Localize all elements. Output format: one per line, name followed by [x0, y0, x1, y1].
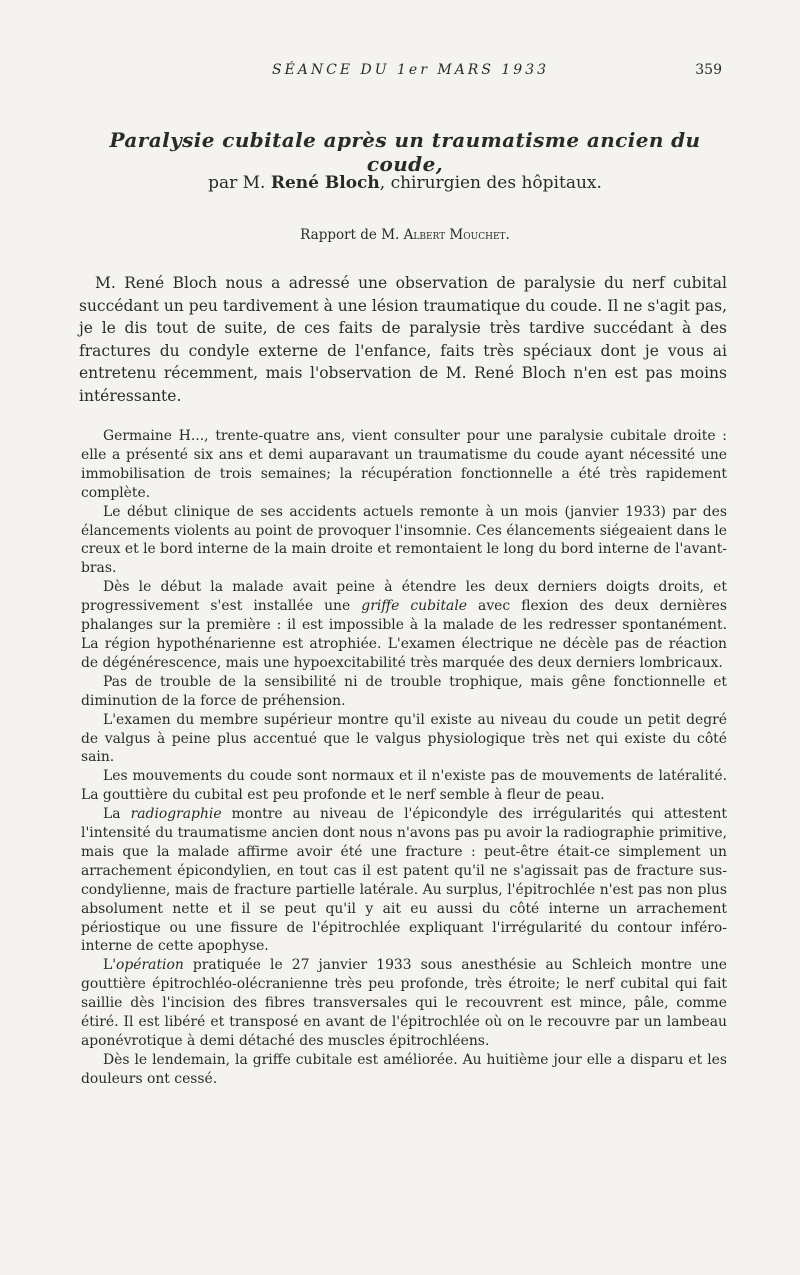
- intro-section: [79, 272, 727, 407]
- page-number: 359: [695, 62, 722, 78]
- intro-paragraph: M. René Bloch nous a adressé une observation de paralysie du nerf cubital succédant un peu tardivement à une lésion traumatique du coude. Il ne s'agit pas, je le dis tout de suite, de ces faits de paralysie très tardive succédant à des fractures du condyle externe de l'enfance, faits très spéciaux dont je vous ai entretenu récemment, mais l'observation de M. René Bloch n'en est pas moins intéressante.: [79, 274, 727, 405]
- case-paragraph-1: Germaine H..., trente-quatre ans, vient consulter pour une paralysie cubitale droite : elle a présenté six ans et demi auparavant un traumatisme du coude ayant nécessité une immobilisation de trois semaines; la récupération fonctionnelle a été très rapidement complète.: [81, 428, 727, 501]
- case-paragraph-5: L'examen du membre supérieur montre qu'il existe au niveau du coude un petit degré de valgus à peine plus accentué que le valgus physiologique très net qui existe du côté sain.: [81, 711, 727, 766]
- italic-term: opération: [116, 957, 184, 974]
- italic-term: radiographie: [130, 806, 222, 823]
- article-title: Paralysie cubitale après un traumatisme ancien du coude,: [109, 128, 701, 176]
- report-line: [80, 227, 730, 243]
- text-run: La: [103, 806, 131, 823]
- author-name: René Bloch: [270, 173, 380, 193]
- case-paragraph-4: Pas de trouble de la sensibilité ni de trouble trophique, mais gêne fonctionnelle et diminution de la force de préhension.: [81, 673, 727, 709]
- text-run: Dès le début la malade avait peine à étendre les deux derniers doigts droits, et progressivement s'est installée une: [81, 579, 727, 615]
- text-run: L': [103, 957, 117, 974]
- text-run: montre au niveau de l'épicondyle des irrégularités qui attestent l'intensité du traumatisme ancien dont nous n'avons pas pu avoir la radiographie primitive, mais que la malade affirme avoir été une fracture : peut-être était-ce simplement un arrachement épicondylien, en tout cas il est patent qu'il ne s'agissait pas de fracture sus-condylienne, mais de fracture partielle latérale. Au surplus, l'épitrochlée n'est pas non plus absolument nette et il se peut qu'il y ait eu aussi du côté interne un arrachement périostique ou une fissure de l'épitrochlée expliquant l'irrégularité du contour inféro-interne de cette apophyse.: [81, 806, 727, 955]
- case-paragraph-6: Les mouvements du coude sont normaux et il n'existe pas de mouvements de latéralité. La gouttière du cubital est peu profonde et le nerf semble à fleur de peau.: [81, 768, 727, 804]
- case-paragraph-2: Le début clinique de ses accidents actuels remonte à un mois (janvier 1933) par des élancements violents au point de provoquer l'insomnie. Ces élancements siégeaient dans le creux et le bord interne de la main droite et remontaient le long du bord interne de l'avant-bras.: [81, 503, 727, 577]
- report-prefix: Rapport de M.: [300, 227, 404, 243]
- italic-term: griffe cubitale: [361, 598, 467, 615]
- running-title: SÉANCE DU 1er MARS 1933: [272, 62, 550, 78]
- byline-prefix: par M.: [208, 173, 271, 193]
- text-run: pratiquée le 27 janvier 1933 sous anesthésie au Schleich montre une gouttière épitrochléo-olécranienne très peu profonde, très étroite; le nerf cubital qui fait saillie dès l'incision des fibres transversales qui le recouvrent est mince, pâle, comme étiré. Il est libéré et transposé en avant de l'épitrochlée où on le recouvre par un lambeau aponévrotique à demi détaché des muscles épitrochléens.: [81, 957, 727, 1049]
- case-paragraph-7: [81, 805, 727, 956]
- reporter-name: Albert Mouchet.: [403, 227, 510, 243]
- running-head: [0, 62, 800, 82]
- case-paragraph-8: [81, 956, 727, 1051]
- text-run: avec flexion des deux dernières phalanges sur la première : il est impossible à la malade de les redresser spontanément. La région hypothénarienne est atrophiée. L'examen électrique ne décèle pas de réaction de dégénérescence, mais une hypoexcitabilité très marquée des deux derniers lombricaux.: [81, 598, 727, 671]
- case-paragraph-9: Dès le lendemain, la griffe cubitale est améliorée. Au huitième jour elle a disparu et les douleurs ont cessé.: [81, 1051, 727, 1087]
- case-report: [81, 427, 727, 1089]
- case-paragraph-3: [81, 578, 727, 673]
- byline-suffix: , chirurgien des hôpitaux.: [379, 173, 602, 193]
- byline: [80, 173, 730, 193]
